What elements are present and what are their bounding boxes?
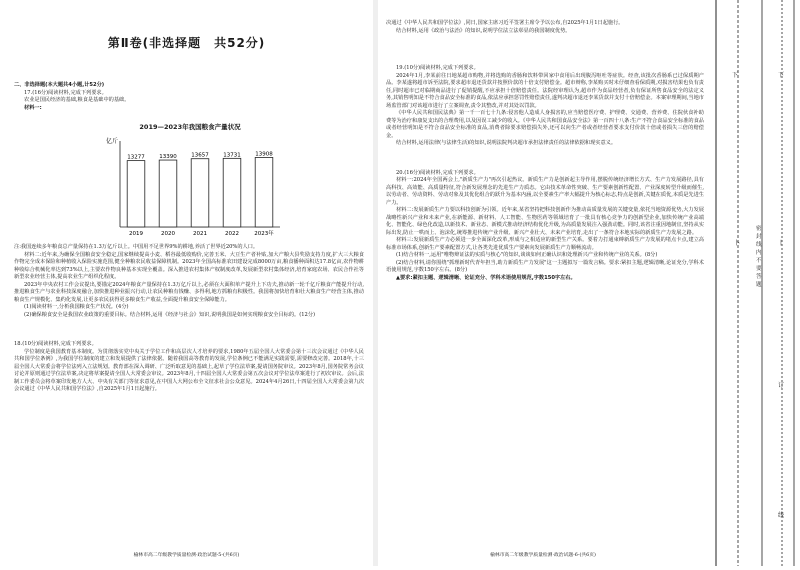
data-label: 13390 [159,154,177,161]
data-label: 13657 [191,152,209,159]
material-2b: 2023年中央农村工作会议提出,要锚定2024年粮食产量保持在1.3万亿斤以上,必须在大面积单产提升上下功夫,推动新一轮千亿斤粮食产能提升行动,推进粮食生产与农业科技深度融合,加快推进种业振兴行动,让农民种粮有钱赚、多得利,地方抓粮有积极性。我国将加快培育和壮大粮食生产经营主体,推动粮食生产规模化、集约化发展,让更多农民获得更多粮食生产收益,全面提升粮食安全保障能力。 [14,281,364,303]
exam-page-left [0,0,373,566]
bar [255,157,273,227]
q20-part-1: (1)结合材料一,运用"唯物辩证法的实质与核心"的知识,谈谈如何正确认识和处理新兴产业和传统产业的关系。(8分) [396,252,658,258]
data-label: 13908 [255,151,273,158]
data-label: 13731 [223,152,241,159]
x-tick-label: 2022 [225,231,239,237]
q20-material-3: 材料三:发展新质生产力必须进一步全面深化改革,形成与之相适应的新型生产关系。要着力打通束缚新质生产力发展的堵点卡点,建立高标准市场体系,创新生产要素配置方式,让各类先进优质生产要素向发展新质生产力顺畅流动。 [386,237,704,251]
q19-intro: 19.(10分)阅读材料,完成下列要求。 [396,65,479,71]
q20-material-2: 材料二:发展新质生产力要以科技创新为引领。近年来,某省坚持把科技创新作为推动高质量发展的关键变量,依托当地资源优势,大力发展战略性新兴产业和未来产业,在新能源、新材料、人工智能、生物医药等领域培育了一批具有核心竞争力的创新型企业,加快传统产业高端化、智能化、绿色化改造,以新技术、新业态、新模式推动经济结构优化升级,为高质量发展注入强劲动能。同时,该省注重因地制宜,坚持从实际出发,防止一哄而上、泡沫化,统筹推进传统产业升级、新兴产业壮大、未来产业培育,走出了一条符合本地实际的新质生产力发展之路。 [386,207,704,236]
q20-part-2: (2)结合材料,请你围绕"抓理新时代青年担当,助力新质生产力发展"这一主题拟写一篇发言稿。要求:紧扣主题,逻辑清晰,论证充分,学科术语使用规范,字数150字左右。(8分) [386,259,704,273]
q17-part-1: (1)阅读材料一,分析我国粮食生产状况。(4分) [24,304,129,310]
x-tick-label: 2021 [193,231,207,237]
y-axis-label: 亿斤 [106,138,119,145]
x-tick-label: 2019 [129,231,143,237]
section-title: 第Ⅱ卷(非选择题 共52分) [107,36,266,50]
side-mark-3: 订 [778,382,785,389]
right-body [386,20,704,282]
side-mark-tab2: 下 [778,72,785,79]
q17-part-2: (2)确保粮食安全是我国农业政策的重要目标。结合材料,运用《经济与社会》知识,说明我国是如何实现粮食安全目标的。(12分) [24,311,316,318]
chart-title: 2019—2023年我国粮食产量状况 [139,123,241,131]
bar [223,158,241,227]
chart-note: 注:我国连续多年粮食总产量保持在1.3万亿斤以上。中国用不足世界9%的耕地,养活了世界近20%的人口。 [14,244,259,250]
material-1-label: 材料一: [24,104,42,111]
side-mark-1: 卜 [734,240,741,247]
exam-page-right [378,0,708,566]
q17-intro: 17.(16分)阅读材料,完成下列要求。 [24,89,107,96]
left-body [14,244,364,394]
binding-lines [708,0,800,566]
page-footer-left: 榆林市高二年级教学质量检测·政治试题-5-(共6页) [133,553,240,558]
bar [127,161,145,227]
data-label: 13277 [127,154,145,161]
q19-text: 2024年1月,李某前往日地某超市购物,并将选购的香肠和饮料带回家中食用后出现腹泻呕吐等症状。经查,该批次香肠系已过保质期产品。李某遂将超市诉至法院,要求超市退还货款并按照价款的十倍支付赔偿金。超市辩称,李某购买时未仔细查看保质期,对损害结果也负有责任,同时超市已对临期商品进行了促销提醒,不应承担十倍赔偿责任。法院经审理认为,超市作为食品经营者,负有保证所售食品安全的法定义务,其销售明知是不符合食品安全标准的食品,依法应承担惩罚性赔偿责任,遂判决超市退还李某货款并支付十倍赔偿金。本案审理期间,当地市场监管部门对该超市进行了立案调查,责令其整改,并对其处以罚款。 [386,72,704,109]
q18-intro: 18.(10分)阅读材料,完成下列要求。 [14,341,97,347]
side-mark-tab1: 下 [732,72,739,79]
q18-text: 学位制度是我国教育基本制度。为贯彻落实党中央关于学位工作和高层次人才培养的要求,1980年五届全国人大常委会第十三次会议通过《中华人民共和国学位条例》,为我国学位制度的建立和发展提供了法律依据。随着我国高等教育的发展,学位条例已不能满足实践需要,需要修改完善。2018年,十三届全国人大常委会将学位法列入立法规划。教育部在深入调研、广泛听取意见的基础上,起草了学位法草案,提请国务院审议。2023年8月,国务院常务会议讨论并原则通过学位法草案,决定将草案提请全国人大常委会审议。2023年8月,十四届全国人大常委会第五次会议对学位法草案进行了初次审议。会后,法制工作委员会将草案印发地方人大、中央有关部门等征求意见,在中国人大网公布全文征求社会公众意见。2024年4月26日,十四届全国人大常委会第九次会议通过《中华人民共和国学位法》,自2025年1月1日起施行。 [14,348,364,392]
chart-svg [90,131,290,241]
q18-task: 结合材料,运用《政治与法治》的知识,说明学位法立法彰显的我国制度优势。 [396,27,571,34]
bar [191,159,209,227]
x-tick-label: 2023年 [254,231,274,237]
x-tick-label: 2020 [161,231,175,237]
seal-line-text: 密 封 线 内 不 要 答 题 [756,226,768,288]
q19-task: 结合材料,运用法律(与法律生活)的知识,说明法院判决超市承担法律责任的法律依据和现实意义。 [396,140,617,146]
page-footer-right: 榆林市高二年级教学质量检测·政治试题-6-(共6页) [490,553,596,558]
q20-intro: 20.(16分)阅读材料,完成下列要求。 [396,169,479,176]
side-mark-4: 线 [778,512,785,519]
question-type-heading: 二、非选择题(本大题共4小题,计52分) [14,82,105,88]
q18-tail: 决通过《中华人民共和国学位法》,同日,国家主席习近平签署主席令予以公布,自2025年1月1日起施行。 [386,20,624,26]
q20-requirement: ▲要求:紧扣主题、逻辑清晰、论证充分、学科术语使用规范,字数150字左右。 [396,274,576,281]
question-block-17 [14,82,364,112]
material-2: 材料二:近年来,为确保全国粮食安全稳定,国家继续提高小麦、稻谷最低收购价,完善玉米、大豆生产者补贴,加大产粮大县奖励支持力度,扩大三大粮食作物完全成本保险和种植收入保险实施范围,健全种粮农民收益保障机制。2023年全国高标准农田建设完成8000万亩,粮食播种面积达17.8亿亩,农作物耕种收综合机械化率达到73%以上,主要农作物良种基本实现全覆盖。深入推进农村集体产权制度改革,发展新型农村集体经济,培育家庭农场、农民合作社等新型农业经营主体,提高农业生产组织化程度。 [14,251,364,280]
grain-output-chart [90,122,290,242]
q20-material-1: 材料一:2024年全国两会上,"新质生产力"再次引起热议。新质生产力是创新起主导作用,摆脱传统经济增长方式、生产力发展路径,具有高科技、高效能、高质量特征,符合新发展理念的先进生产力质态。它由技术革命性突破、生产要素创新性配置、产业深度转型升级而催生,以劳动者、劳动资料、劳动对象及其优化组合的跃升为基本内涵,以全要素生产率大幅提升为核心标志,特点是创新,关键在质优,本质是先进生产力。 [386,177,704,206]
q19-law: 《中华人民共和国民法典》第一千一百七十九条:侵害他人造成人身损害的,应当赔偿医疗费、护理费、交通费、营养费、住院伙食补助费等为治疗和康复支出的合理费用,以及因误工减少的收入。《中华人民共和国食品安全法》第一百四十八条:生产不符合食品安全标准的食品或者经营明知是不符合食品安全标准的食品,消费者除要求赔偿损失外,还可以向生产者或者经营者要求支付价款十倍或者损失三倍的赔偿金。 [386,110,704,139]
side-mark-2: 丨 [778,240,785,247]
bar [159,160,177,227]
q17-lead: 农业是国民经济的基础,粮食是基础中的基础。 [24,97,130,103]
binding-strip [708,0,800,566]
